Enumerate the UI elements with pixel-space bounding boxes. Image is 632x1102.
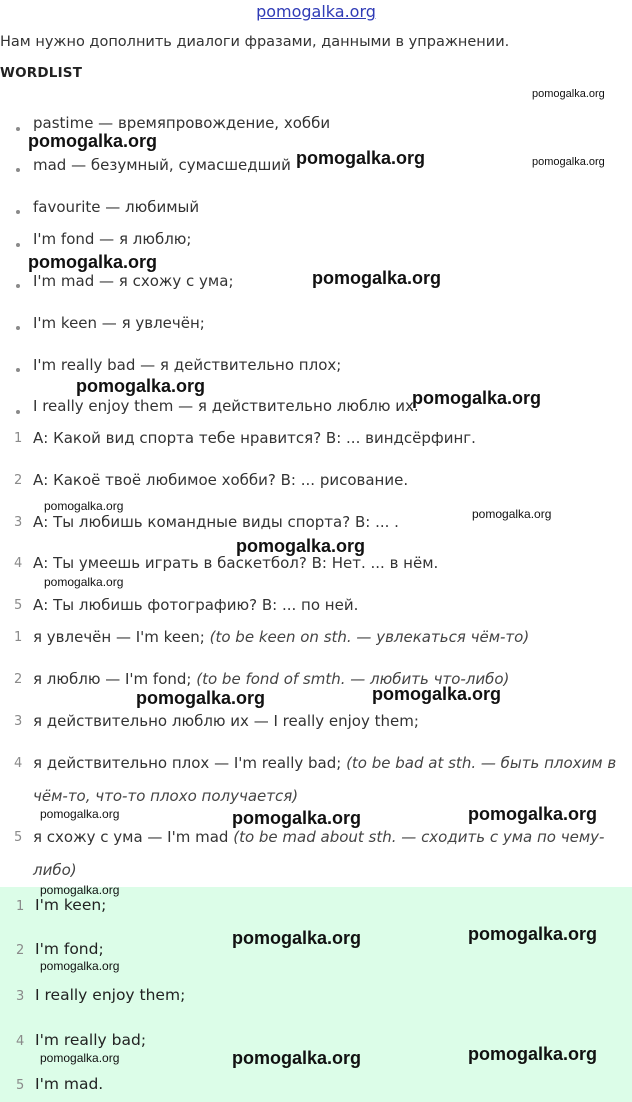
- bullet-icon: [16, 326, 20, 330]
- explanation-plain: я действительно люблю их — I really enjoy them;: [33, 712, 419, 730]
- explanation-italic: (to be bad at sth. — быть плохим в: [346, 754, 617, 772]
- watermark-text: pomogalka.org: [236, 536, 366, 556]
- watermark-text: pomogalka.org: [44, 499, 124, 513]
- answer-line: I really enjoy them;: [35, 986, 186, 1004]
- watermark-text: pomogalka.org: [232, 928, 362, 948]
- watermark-text: pomogalka.org: [232, 1048, 362, 1068]
- explanation-italic-continued: либо): [33, 861, 77, 879]
- watermark-text: pomogalka.org: [296, 148, 426, 168]
- bullet-icon: [16, 168, 20, 172]
- watermark-text: pomogalka.org: [468, 924, 598, 944]
- explanation-italic: (to be mad about sth. — сходить с ума по чему-: [233, 828, 605, 846]
- watermark-text: pomogalka.org: [40, 807, 120, 821]
- explanation-italic: (to be fond of smth. — любить что-либо): [196, 670, 510, 688]
- site-header-link[interactable]: pomogalka.org: [256, 2, 376, 21]
- bullet-icon: [16, 368, 20, 372]
- explanation-plain: я люблю — I'm fond;: [33, 670, 197, 688]
- watermark-text: pomogalka.org: [136, 688, 266, 708]
- wordlist-heading: WORDLIST: [0, 65, 83, 81]
- item-number: 5: [14, 598, 23, 613]
- item-number: 1: [14, 630, 23, 645]
- bullet-icon: [16, 410, 20, 414]
- explanation-line: [33, 828, 604, 846]
- wordlist-item: I really enjoy them — я действительно люблю их.: [33, 397, 419, 415]
- item-number: 2: [16, 943, 25, 958]
- intro-text: Нам нужно дополнить диалоги фразами, данными в упражнении.: [0, 34, 510, 50]
- item-number: 5: [16, 1078, 25, 1093]
- explanation-line: [33, 628, 529, 646]
- watermark-text: pomogalka.org: [532, 156, 605, 168]
- dialogue-line: А: Ты любишь командные виды спорта? В: ... .: [33, 513, 399, 531]
- wordlist-item: I'm mad — я схожу с ума;: [33, 272, 234, 290]
- item-number: 2: [14, 473, 23, 488]
- answer-line: I'm mad.: [35, 1075, 104, 1093]
- dialogue-line: А: Какой вид спорта тебе нравится? В: ... виндсёрфинг.: [33, 429, 476, 447]
- explanation-plain: я увлечён — I'm keen;: [33, 628, 210, 646]
- wordlist-item: mad — безумный, сумасшедший: [33, 156, 291, 174]
- explanation-plain: я действительно плох — I'm really bad;: [33, 754, 347, 772]
- dialogue-line: А: Ты любишь фотографию? В: ... по ней.: [33, 596, 359, 614]
- dialogue-line: А: Ты умеешь играть в баскетбол? В: Нет. ... в нём.: [33, 554, 439, 572]
- item-number: 4: [16, 1034, 25, 1049]
- watermark-text: pomogalka.org: [312, 268, 442, 288]
- item-number: 1: [16, 899, 25, 914]
- bullet-icon: [16, 127, 20, 131]
- wordlist-item: I'm really bad — я действительно плох;: [33, 356, 342, 374]
- watermark-text: pomogalka.org: [76, 376, 206, 396]
- wordlist-item: pastime — времяпровождение, хобби: [33, 114, 331, 132]
- wordlist-item: I'm keen — я увлечён;: [33, 314, 205, 332]
- watermark-text: pomogalka.org: [40, 959, 120, 973]
- item-number: 3: [14, 714, 23, 729]
- bullet-icon: [16, 210, 20, 214]
- watermark-text: pomogalka.org: [472, 507, 552, 521]
- watermark-text: pomogalka.org: [372, 684, 502, 704]
- watermark-text: pomogalka.org: [468, 804, 598, 824]
- explanation-line: [33, 712, 419, 730]
- item-number: 1: [14, 431, 23, 446]
- answer-line: I'm really bad;: [35, 1031, 147, 1049]
- watermark-text: pomogalka.org: [412, 388, 542, 408]
- watermark-text: pomogalka.org: [232, 808, 362, 828]
- watermark-text: pomogalka.org: [40, 1051, 120, 1065]
- item-number: 4: [14, 556, 23, 571]
- dialogue-line: А: Какоё твоё любимое хобби? В: ... рисование.: [33, 471, 409, 489]
- watermark-text: pomogalka.org: [28, 252, 158, 272]
- watermark-text: pomogalka.org: [532, 88, 605, 100]
- item-number: 5: [14, 830, 23, 845]
- watermark-text: pomogalka.org: [468, 1044, 598, 1064]
- item-number: 3: [16, 989, 25, 1004]
- item-number: 2: [14, 672, 23, 687]
- wordlist-item: favourite — любимый: [33, 198, 200, 216]
- bullet-icon: [16, 284, 20, 288]
- watermark-text: pomogalka.org: [44, 575, 124, 589]
- explanation-plain: я схожу с ума — I'm mad: [33, 828, 234, 846]
- wordlist-item: I'm fond — я люблю;: [33, 230, 192, 248]
- explanation-italic: (to be keen on sth. — увлекаться чём-то): [209, 628, 530, 646]
- explanation-italic-continued: чём-то, что-то плохо получается): [33, 787, 299, 805]
- explanation-line: [33, 754, 616, 772]
- answer-line: I'm keen;: [35, 896, 107, 914]
- answer-line: I'm fond;: [35, 940, 104, 958]
- bullet-icon: [16, 243, 20, 247]
- watermark-text: pomogalka.org: [40, 883, 120, 897]
- item-number: 4: [14, 756, 23, 771]
- watermark-text: pomogalka.org: [28, 131, 158, 151]
- item-number: 3: [14, 515, 23, 530]
